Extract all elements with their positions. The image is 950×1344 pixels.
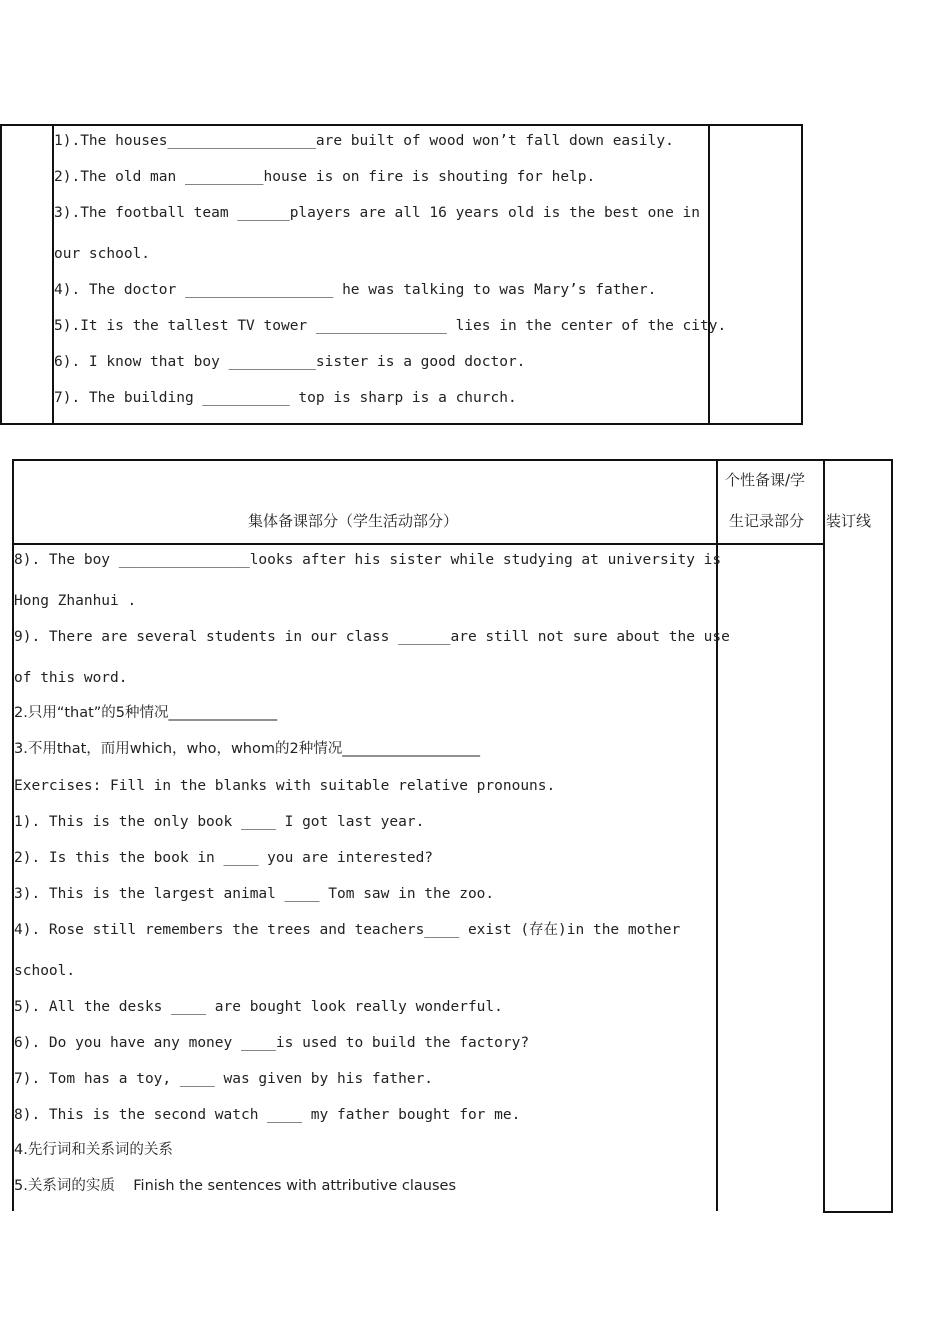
- heading-line: 5.关系词的实质 Finish the sentences with attributive clauses: [14, 1178, 457, 1194]
- section-header-side-line2: 生记录部分: [729, 512, 805, 530]
- exercise-line: 2). Is this the book in ____ you are interested?: [14, 850, 434, 866]
- exercise-line: 5). All the desks ____ are bought look really wonderful.: [14, 999, 503, 1015]
- exercise-line: 1).The houses_________________are built of wood won’t fall down easily.: [54, 133, 674, 149]
- exercise-line: 7). Tom has a toy, ____ was given by his father.: [14, 1071, 434, 1087]
- bottom-table-top-border: [12, 459, 893, 461]
- section-header-main: 集体备课部分（学生活动部分）: [248, 512, 459, 530]
- heading-line: 2.只用“that”的5种情况_______________: [14, 705, 278, 721]
- bottom-table-left-border: [12, 459, 14, 1211]
- exercise-line: 3). This is the largest animal ____ Tom saw in the zoo.: [14, 886, 495, 902]
- heading-line: 3.不用that，而用which，who，whom的2种情况___________________: [14, 741, 480, 757]
- exercise-line: Hong Zhanhui .: [14, 593, 137, 609]
- exercise-line: 1). This is the only book ____ I got last year.: [14, 814, 425, 830]
- heading-line: 4.先行词和关系词的关系: [14, 1142, 173, 1158]
- exercise-line: 2).The old man _________house is on fire is shouting for help.: [54, 169, 596, 185]
- top-table-divider-right: [708, 124, 710, 425]
- exercise-line: of this word.: [14, 670, 128, 686]
- exercise-line: 3).The football team ______players are all 16 years old is the best one in: [54, 205, 701, 221]
- bottom-table-binding-bottom: [823, 1211, 893, 1213]
- bottom-table-divider-binding: [823, 459, 825, 1213]
- exercise-line: 9). There are several students in our class ______are still not sure about the use: [14, 629, 730, 645]
- exercise-instruction: Exercises: Fill in the blanks with suitable relative pronouns.: [14, 778, 556, 794]
- exercise-line: 4). Rose still remembers the trees and teachers____ exist (存在)in the mother: [14, 922, 681, 938]
- bottom-table-divider-main: [716, 459, 718, 1211]
- exercise-line: 6). Do you have any money ____is used to build the factory?: [14, 1035, 530, 1051]
- exercise-line: our school.: [54, 246, 151, 262]
- section-header-side-line1: 个性备课/学: [725, 471, 806, 489]
- bottom-table-right-border: [891, 459, 893, 1213]
- bottom-table-header-separator: [12, 543, 825, 545]
- binding-line-label: 装订线: [826, 512, 872, 530]
- exercise-line: 4). The doctor _________________ he was talking to was Mary’s father.: [54, 282, 657, 298]
- exercise-line: 6). I know that boy __________sister is a good doctor.: [54, 354, 526, 370]
- exercise-line: 8). This is the second watch ____ my father bought for me.: [14, 1107, 521, 1123]
- exercise-line: 7). The building __________ top is sharp is a church.: [54, 390, 517, 406]
- exercise-line: 5).It is the tallest TV tower _______________ lies in the center of the city.: [54, 318, 727, 334]
- exercise-line: 8). The boy _______________looks after his sister while studying at university is: [14, 552, 722, 568]
- exercise-line: school.: [14, 963, 76, 979]
